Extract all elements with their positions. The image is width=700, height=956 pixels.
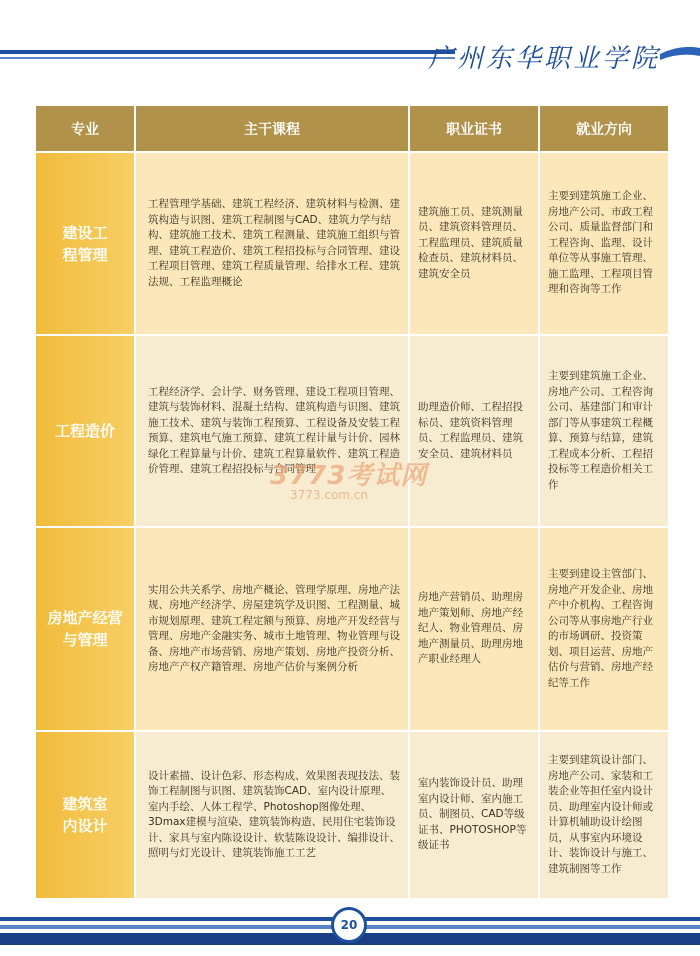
vocational-certs: 助理造价师、工程招投标员、建筑资料管理员、工程监理员、建筑安全员、建筑材料员 — [409, 335, 539, 527]
table-header-row — [35, 105, 669, 152]
career-direction: 主要到建设主管部门、房地产开发企业、房地产中介机构、工程咨询公司等从事房地产行业的市场调研、投资策划、项目运营、房地产估价与营销、房地产经纪等工作 — [539, 527, 669, 731]
table-row — [35, 731, 669, 899]
major-table — [34, 104, 670, 900]
table-row — [35, 527, 669, 731]
school-name: 广州东华职业学院 — [427, 44, 660, 74]
career-direction: 主要到建筑施工企业、房地产公司、市政工程公司、质量监督部门和工程咨询、监理、设计单位等从事施工管理、施工监理、工程项目管理和咨询等工作 — [539, 152, 669, 335]
table-row — [35, 152, 669, 335]
table-row — [35, 335, 669, 527]
watermark-url: 3773.com.cn — [290, 488, 368, 502]
main-courses: 工程管理学基础、建筑工程经济、建筑材料与检测、建筑构造与识图、建筑工程制图与CAD、建筑力学与结构、建筑施工技术、建筑工程测量、建筑施工组织与管理、建筑工程造价、建筑工程招投标与合同管理、建设工程项目管理、建筑工程质量管理、给排水工程、建筑法规、工程监理概论 — [135, 152, 409, 335]
header-courses: 主干课程 — [135, 105, 409, 152]
major-name: 建设工 程管理 — [35, 152, 135, 335]
watermark-logo: 3773考试网 — [270, 461, 428, 491]
header-swoosh-icon — [660, 40, 700, 74]
header-line-thin — [0, 57, 455, 59]
major-name: 工程造价 — [35, 335, 135, 527]
main-courses: 工程经济学、会计学、财务管理、建设工程项目管理、建筑与装饰材料、混凝土结构、建筑构造与识图、建筑施工技术、建筑与装饰工程预算、工程设备及安装工程预算、建筑电气施工预算、建筑工程计量与计价、园林绿化工程算量与计价、建筑工程算量软件、建筑工程造价管理、建筑工程招投标与合同管理 — [135, 335, 409, 527]
major-name: 建筑室 内设计 — [35, 731, 135, 899]
header-line — [0, 50, 455, 54]
vocational-certs: 建筑施工员、建筑测量员、建筑资料管理员、工程监理员、建筑质量检查员、建筑材料员、建筑安全员 — [409, 152, 539, 335]
main-courses: 实用公共关系学、房地产概论、管理学原理、房地产法规、房地产经济学、房屋建筑学及识图、工程测量、城市规划原理、建筑工程定额与预算、房地产开发经营与管理、房地产金融实务、城市土地管理、物业管理与设备、房地产市场营销、房地产策划、房地产投资分析、房地产产权产籍管理、房地产估价与案例分析 — [135, 527, 409, 731]
vocational-certs: 房地产营销员、助理房地产策划师、房地产经纪人、物业管理员、房地产测量员、助理房地产职业经理人 — [409, 527, 539, 731]
header-jobs: 就业方向 — [539, 105, 669, 152]
career-direction: 主要到建筑施工企业、房地产公司、工程咨询公司、基建部门和审计部门等从事建筑工程概算、预算与结算，建筑工程成本分析、工程招投标等工程造价相关工作 — [539, 335, 669, 527]
footer-band — [0, 905, 700, 956]
vocational-certs: 室内装饰设计员、助理室内设计师、室内施工员、制图员、CAD等级证书、PHOTOSHOP等级证书 — [409, 731, 539, 899]
major-name: 房地产经营 与管理 — [35, 527, 135, 731]
header-major: 专业 — [35, 105, 135, 152]
career-direction: 主要到建筑设计部门、房地产公司、家装和工装企业等担任室内设计员、助理室内设计师或计算机辅助设计绘图员，从事室内环境设计、装饰设计与施工、建筑制图等工作 — [539, 731, 669, 899]
main-courses: 设计素描、设计色彩、形态构成、效果图表现技法、装饰工程制图与识图、建筑装饰CAD、室内设计原理、室内手绘、人体工程学、Photoshop图像处理、3Dmax建模与渲染、建筑装饰构造、民用住宅装饰设计、家具与室内陈设设计、软装陈设设计、编排设计、照明与灯光设计、建筑装饰施工工艺 — [135, 731, 409, 899]
header-certs: 职业证书 — [409, 105, 539, 152]
page-number: 20 — [331, 907, 367, 943]
